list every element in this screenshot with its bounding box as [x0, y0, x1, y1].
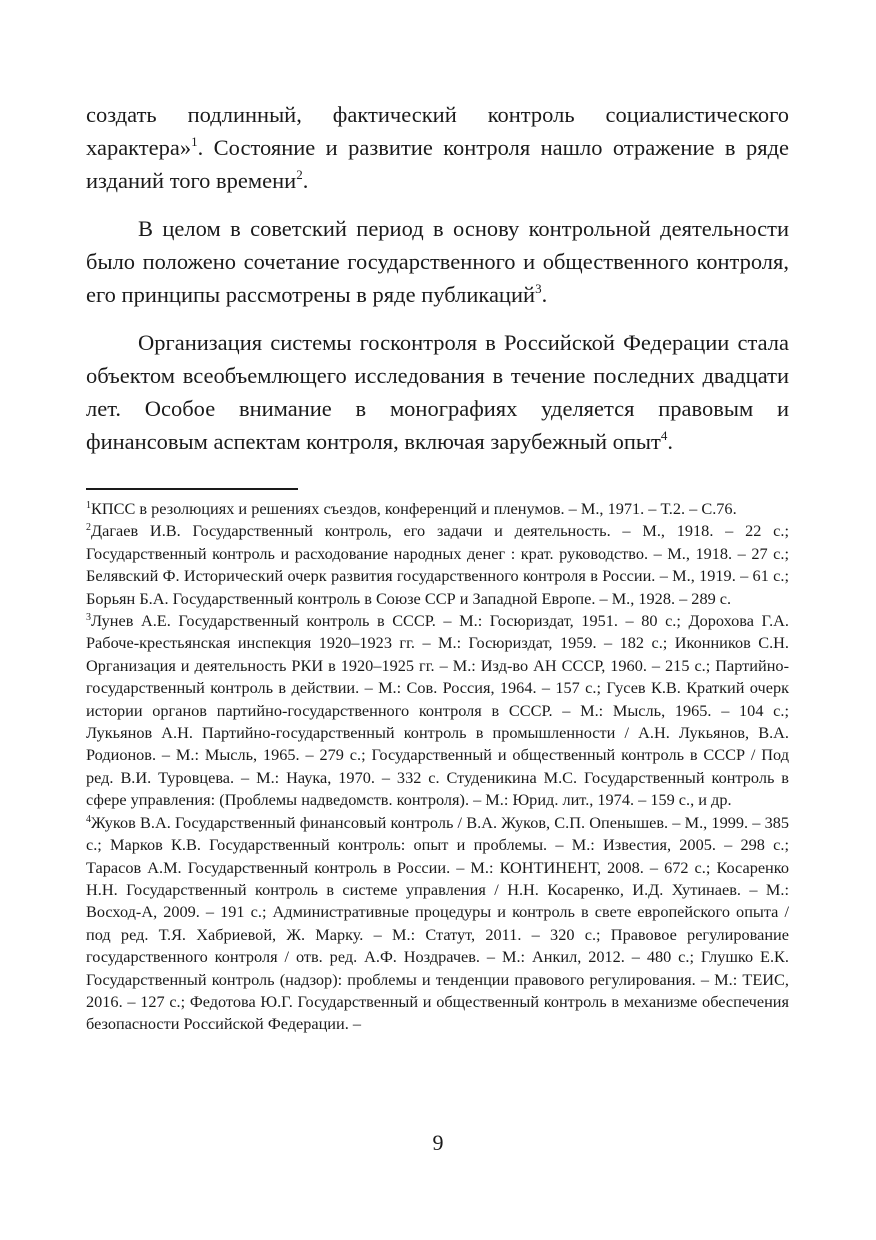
footnote-text: Лунев А.Е. Государственный контроль в СССР. – М.: Госюриздат, 1951. – 80 с.; Дорохова Г.А. Рабоче-крестьянская инспекция 1920–1923 гг. – М.: Госюриздат, 1959. – 182 с.; Иконников С.Н. Организация и деятельность РКИ в 1920–1925 гг. – М.: Изд-во АН СССР, 1960. – 215 с.; Партийно-государственный контроль в действии. – М.: Сов. Россия, 1964. – 157 с.; Гусев К.В. Краткий очерк истории органов партийно-государственного контроля в СССР. – М.: Мысль, 1965. – 104 с.; Лукьянов А.Н. Партийно-государственный контроль в промышленности / А.Н. Лукьянов, В.А. Родионов. – М.: Мысль, 1965. – 279 с.; Государственный и общественный контроль в СССР / Под ред. В.И. Туровцева. – М.: Наука, 1970. – 332 с. Студеникина М.С. Государственный контроль в сфере управления: (Проблемы надведомств. контроля). – М.: Юрид. лит., 1974. – 159 с., и др. [86, 611, 789, 810]
footnote-2 [86, 520, 789, 610]
footnote-ref-3[interactable]: 3 [535, 281, 542, 296]
footnote-number: 3 [86, 612, 91, 624]
paragraph-3: Организация системы госконтроля в Российской Федерации стала объектом всеобъемлющего исследования в течение последних двадцати лет. Особое внимание в монографиях уделяется правовым и финансовым аспектам контроля, включая зарубежный опыт$^4$. [86, 330, 789, 454]
footnote-divider [86, 488, 298, 490]
footnote-text: Дагаев И.В. Государственный контроль, его задачи и деятельность. – М., 1918. – 22 с.; Государственный контроль и расходование народных денег : крат. руководство. – М., 1918. – 27 с.; Белявский Ф. Исторический очерк развития государственного контроля в России. – М., 1919. – 61 с.; Борьян Б.А. Государственный контроль в Союзе ССР и Западной Европе. – М., 1928. – 289 с. [86, 521, 789, 608]
footnote-text: КПСС в резолюциях и решениях съездов, конференций и пленумов. – М., 1971. – Т.2. – С.76. [91, 499, 737, 518]
main-text [86, 98, 789, 458]
footnote-ref-4[interactable]: 4 [660, 428, 668, 443]
footnote-text: Жуков В.А. Государственный финансовый контроль / В.А. Жуков, С.П. Опенышев. – М., 1999. – 385 с.; Марков К.В. Государственный контроль: опыт и проблемы. – М.: Известия, 2005. – 298 с.; Тарасов А.М. Государственный контроль в России. – М.: КОНТИНЕНТ, 2008. – 672 с.; Косаренко Н.Н. Государственный контроль в системе управления / Н.Н. Косаренко, И.Д. Хутинаев. – М.: Восход-А, 2009. – 191 с.; Административные процедуры и контроль в свете европейского опыта / под ред. Т.Я. Хабриевой, Ж. Марку. – М.: Статут, 2011. – 320 с.; Правовое регулирование государственного контроля / отв. ред. А.Ф. Ноздрачев. – М.: Анкил, 2012. – 480 с.; Глушко Е.К. Государственный контроль (надзор): проблемы и тенденции правового регулирования. – М.: ТЕИС, 2016. – 127 с.; Федотова Ю.Г. Государственный и общественный контроль в механизме обеспечения безопасности Российской Федерации. – [86, 812, 789, 1034]
footnote-number: 2 [86, 522, 91, 534]
page-number: 9 [432, 1130, 444, 1155]
footnote-ref-2[interactable]: 2 [296, 167, 303, 182]
paragraph-2: В целом в советский период в основу контрольной деятельности было положено сочетание государственного и общественного контроля, его принципы рассмотрены в ряде публикаций$^3$. [86, 216, 789, 307]
footnote-number: 1 [86, 500, 91, 511]
footnote-ref-1[interactable]: 1 [191, 134, 198, 149]
document-page [86, 98, 789, 1036]
footnotes [86, 498, 789, 1036]
footnote-4 [86, 812, 789, 1036]
footnote-3 [86, 610, 789, 812]
footnote-1 [86, 498, 789, 520]
paragraph-1: создать подлинный, фактический контроль социалистического характера»$^1$. Состояние и развитие контроля нашло отражение в ряде изданий того времени$^2$. [86, 102, 789, 193]
footnote-number: 4 [86, 813, 91, 825]
